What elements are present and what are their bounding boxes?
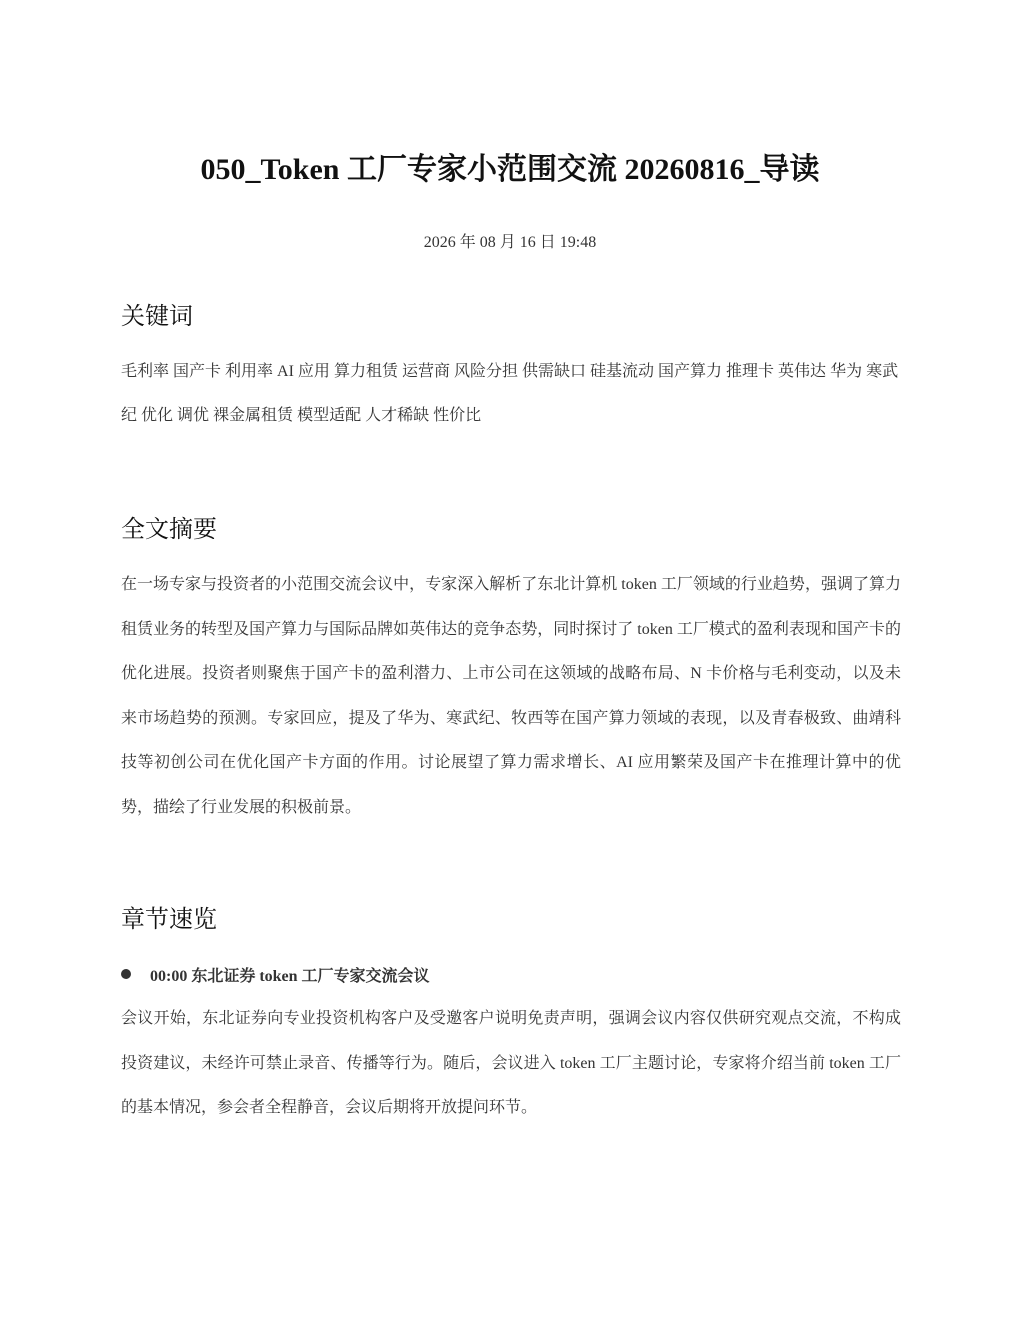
summary-text: 在一场专家与投资者的小范围交流会议中，专家深入解析了东北计算机 token 工厂领域的行业趋势，强调了算力租赁业务的转型及国产算力与国际品牌如英伟达的竞争态势，同时探讨了 token 工厂模式的盈利表现和国产卡的优化进展。投资者则聚焦于国产卡的盈利潜力、上市公司在这领域的战略布局、N 卡价格与毛利变动，以及未来市场趋势的预测。专家回应，提及了华为、寒武纪、牧西等在国产算力领域的表现，以及青春极致、曲靖科技等初创公司在优化国产卡方面的作用。讨论展望了算力需求增长、AI 应用繁荣及国产卡在推理计算中的优势，描绘了行业发展的积极前景。: [121, 576, 901, 816]
chapters-heading: 章节速览: [121, 907, 217, 933]
keyword: 硅基流动: [590, 363, 655, 380]
keyword-list: [121, 350, 901, 438]
chapter-title-row: [121, 959, 901, 989]
keyword: 供需缺口: [521, 363, 586, 380]
keyword: 模型适配: [297, 407, 362, 424]
keyword: 性价比: [433, 407, 482, 424]
keyword: AI 应用: [277, 363, 330, 380]
summary-section: [121, 513, 901, 830]
keyword: 裸金属租赁: [213, 407, 294, 424]
summary-heading: 全文摘要: [121, 517, 217, 543]
keyword: 国产算力: [658, 363, 723, 380]
keyword: 人才稀缺: [365, 407, 430, 424]
keyword: 毛利率: [121, 363, 170, 380]
keyword: 调优: [177, 407, 210, 424]
keyword: 推理卡: [726, 363, 775, 380]
keyword: 寒武纪: [121, 363, 899, 424]
document-datetime: 2026 年 08 月 16 日 19:48: [423, 234, 597, 251]
keyword: 算力租赁: [333, 363, 398, 380]
chapters-section: [121, 903, 901, 1131]
keyword: 英伟达: [778, 363, 827, 380]
keywords-heading: 关键词: [121, 304, 193, 330]
document-title: 050_Token 工厂专家小范围交流 20260816_导读: [200, 153, 820, 186]
keyword: 风险分担: [453, 363, 518, 380]
chapter-title: 00:00 东北证券 token 工厂专家交流会议: [150, 967, 430, 985]
keyword: 利用率: [225, 363, 274, 380]
keyword: 国产卡: [173, 363, 222, 380]
keyword: 运营商: [401, 363, 450, 380]
keyword: 华为: [830, 363, 863, 380]
chapter-text: 会议开始，东北证券向专业投资机构客户及受邀客户说明免责声明，强调会议内容仅供研究观点交流，不构成投资建议，未经许可禁止录音、传播等行为。随后，会议进入 token 工厂主题讨论，专家将介绍当前 token 工厂的基本情况，参会者全程静音，会议后期将开放提问环节。: [121, 1010, 901, 1116]
keywords-section: [121, 300, 901, 438]
bullet-icon: [121, 969, 131, 979]
keyword: 优化: [141, 407, 174, 424]
chapter-item: [121, 959, 901, 1131]
